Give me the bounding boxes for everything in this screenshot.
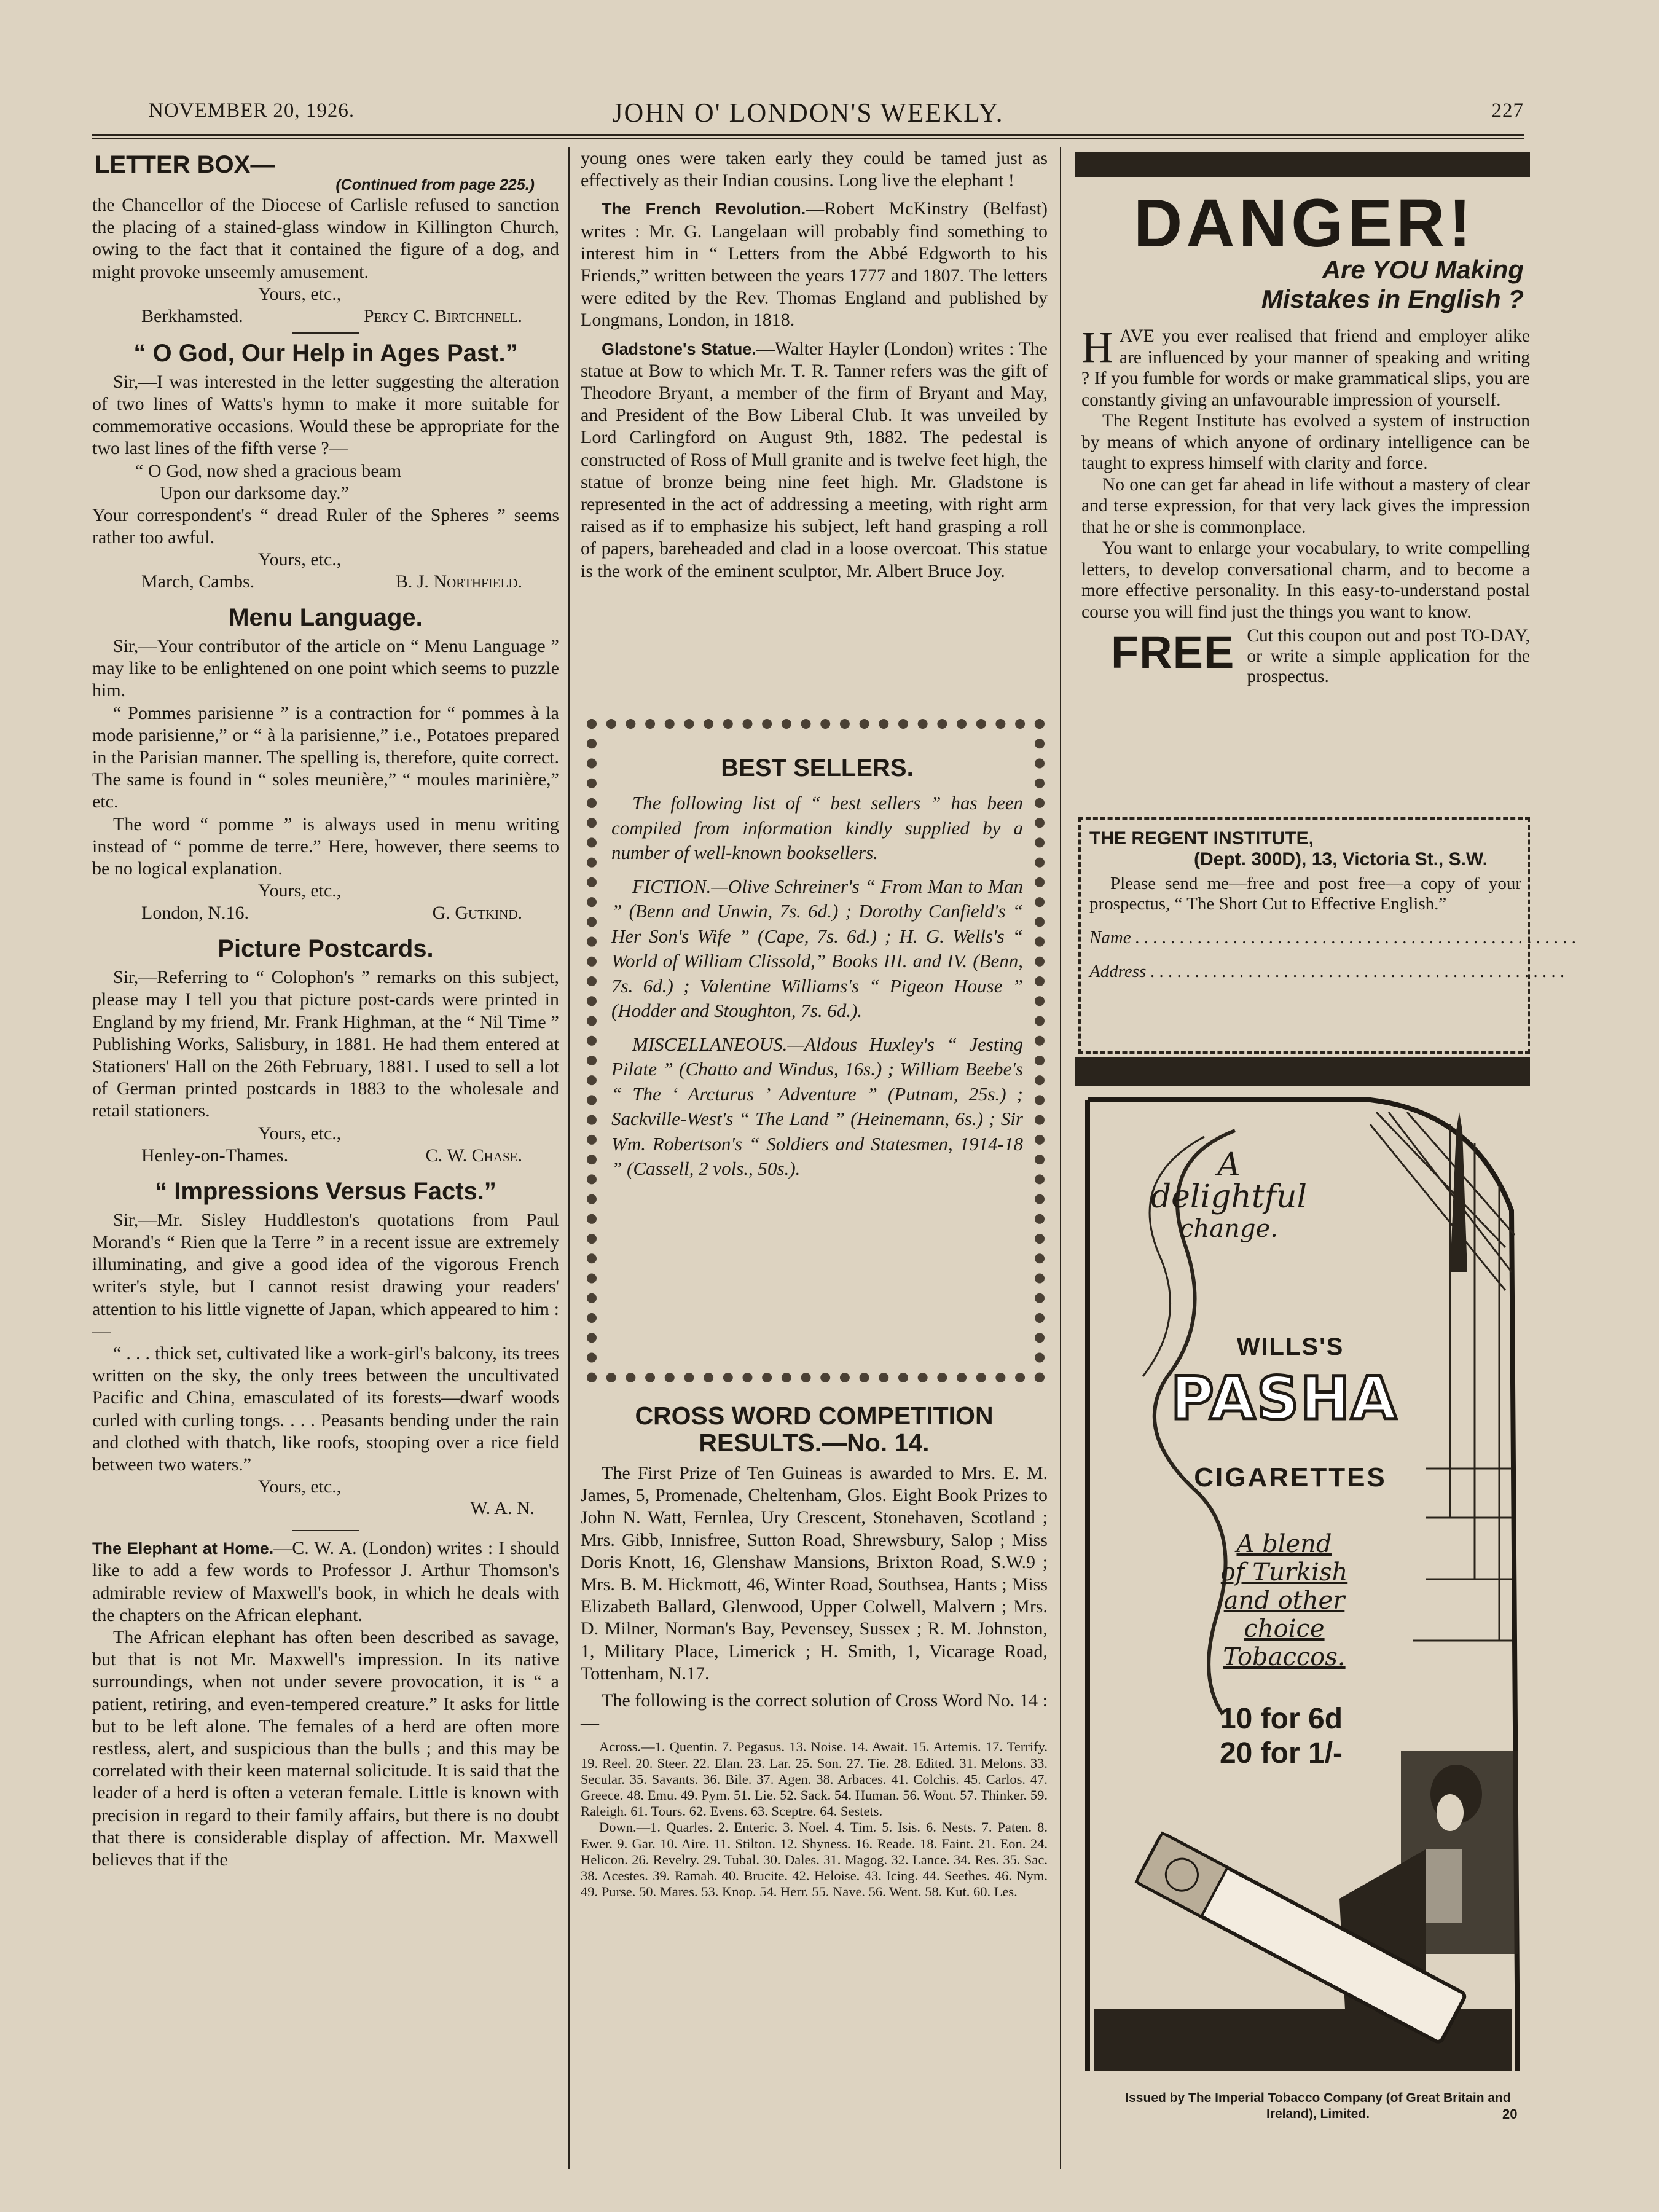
letter-heading: Menu Language. — [229, 604, 423, 632]
advert-separator-band — [1075, 1057, 1530, 1086]
free-label: FREE — [1111, 627, 1235, 678]
sign-name: C. W. Chase. — [425, 1145, 522, 1166]
running-head — [92, 100, 1524, 136]
sign-name: Percy C. Birtchnell. — [363, 305, 522, 326]
sign-yours: Yours, etc., — [258, 1123, 342, 1143]
quotation: “ . . . thick set, cultivated like a work-girl's balcony, its trees written on the sky, the only trees between the uncultivated Pacific and China, emasculated of its forests—dwarf woods curled with curling tongs. . . . Peasants bending under the rain and clothed with thatch, like roofs, stooping over a rice field between two waters.” — [92, 1343, 559, 1475]
column-left — [92, 147, 559, 1871]
elephant-paragraph: The African elephant has often been described as savage, but that is not Mr. Maxwell's impression. In its native surroundings, when not under severe provocation, it is “ a patient, retiring, and even-tempered creature.” It asks for little but to be left alone. The females of a herd are often more restless, alert, and suspicious than the bulls ; and this may be correlated with their keen maternal solicitude. It is said that the leader of a herd is often a veteran female. Little is known with precision in regard to their family affairs, but there is no doubt that there is considerable display of affection. Mr. Maxwell believes that if the — [92, 1626, 559, 1870]
blend-line: and other — [1223, 1586, 1345, 1615]
advert-paragraph: No one can get far ahead in life without a mastery of clear and terse expression, for that very lack gives the impression that he or she is commonplace. — [1081, 474, 1530, 537]
advert-paragraph: You want to enlarge your vocabulary, to write compelling letters, to develop conversational charm, and to become a more effective personality. In this easy-to-understand postal course you will find just the things you want to know. — [1081, 538, 1530, 622]
letter-body: “ Pommes parisienne ” is a contraction for “ pommes à la mode parisienne,” or “ à la parisienne,” i.e., Potatoes prepared in the Parisian manner. The spelling is, therefore, quite correct. The same is found in “ soles meunière,” “ moules marinière,” etc. — [92, 702, 559, 812]
issue-date: NOVEMBER 20, 1926. — [149, 100, 355, 122]
best-sellers-intro: The following list of “ best sellers ” has been compiled from information kindly supplied by a number of well-known booksellers. — [611, 792, 1023, 863]
column-divider — [1060, 147, 1061, 2169]
advert-issuer: Issued by The Imperial Tobacco Company (of Great Britain and Ireland), Limited. — [1125, 2091, 1511, 2121]
letter-intro: the Chancellor of the Diocese of Carlisle refused to sanction the placing of a stained-glass window in Killington Church, owing to the fact that it contained the figure of a dog, and might provoke unseemly amusement. — [92, 195, 559, 282]
best-sellers-box — [611, 750, 1023, 1182]
column-middle — [581, 147, 1048, 582]
free-offer — [1081, 626, 1530, 687]
letter-body: The word “ pomme ” is always used in menu writing instead of “ pomme de terre.” Here, however, there seems to be no logical explanation. — [92, 814, 559, 879]
drop-cap: H — [1081, 323, 1113, 372]
price-list — [1204, 1702, 1358, 1771]
sign-name: B. J. Northfield. — [395, 571, 522, 592]
crossword-section — [581, 1402, 1048, 1900]
firm-name: THE REGENT INSTITUTE, — [1089, 828, 1314, 849]
price-line: 20 for 1/- — [1219, 1737, 1343, 1770]
continued-note: (Continued from page 225.) — [335, 176, 535, 194]
product-name: PASHA — [1171, 1364, 1398, 1433]
header-rule — [92, 134, 1524, 136]
blend-line: of Turkish — [1220, 1558, 1348, 1586]
publication-title: JOHN O' LONDON'S WEEKLY. — [612, 98, 1004, 128]
signature — [92, 549, 559, 593]
coupon-name-field[interactable]: Name . . . . . . . . . . . . . . . . . . . . . . . . . . . . . . . . . . . . . . . . . . . . . . . . . . — [1089, 928, 1577, 947]
sign-yours: Yours, etc., — [258, 880, 342, 901]
verse-line: Upon our darksome day.” — [160, 482, 349, 503]
firm-address: (Dept. 300D), 13, Victoria St., S.W. — [1194, 849, 1488, 869]
sign-yours: Yours, etc., — [258, 549, 342, 570]
sign-place: March, Cambs. — [141, 571, 255, 592]
advert-subhead — [1204, 255, 1524, 314]
signature — [92, 1476, 559, 1498]
blend-line: A blend — [1236, 1530, 1332, 1558]
paragraph-text: —Robert McKinstry (Belfast) writes : Mr. G. Langelaan will probably find something to interest him in “ Letters from the Abbé Edgworth to his Friends,” written between the years 1777 and 1807. The letters were edited by the Rev. Thomas England and published by Longmans, London, in 1818. — [581, 198, 1048, 331]
coupon-firm — [1089, 828, 1521, 870]
best-sellers-fiction: FICTION.—Olive Schreiner's “ From Man to Man ” (Benn and Unwin, 7s. 6d.) ; Dorothy Canfield's “ Her Son's Wife ” (Cape, 7s. 6d.) ; H. G. Wells's “ World of William Clissold,” Books III. and IV. (Benn, 7s. 6d.) ; Valentine Williams's “ Pigeon House ” (Hodder and Stoughton, 7s. 6d.). — [611, 875, 1023, 1021]
runin-heading: Gladstone's Statue. — [602, 339, 756, 358]
crossword-title: CROSS WORD COMPETITION — [635, 1402, 994, 1430]
section-rule — [292, 332, 359, 334]
letter-body: Sir,—I was interested in the letter suggesting the alteration of two lines of Watts's hymn to make it more suitable for commemorative occasions. Would these be appropriate for the two last lines of the fifth verse ?— — [92, 371, 559, 459]
sign-name: W. A. N. — [470, 1498, 535, 1519]
column-divider — [568, 147, 570, 2169]
letter-heading: Picture Postcards. — [218, 935, 434, 963]
sign-yours: Yours, etc., — [258, 283, 342, 304]
regent-advert-body — [1081, 323, 1530, 687]
free-offer-text: Cut this coupon out and post TO-DAY, or write a simple application for the prospectus. — [1247, 626, 1530, 686]
letter-heading: “ O God, Our Help in Ages Past.” — [133, 339, 518, 367]
signature — [92, 880, 559, 924]
crossword-winners: The First Prize of Ten Guineas is awarded to Mrs. E. M. James, 5, Promenade, Cheltenham, Glos. Eight Book Prizes to John N. Watt, Fernlea, Ury Crescent, Stonehaven, Scotland ; Mrs. Gibb, Innisfree, Sutton Road, Shrewsbury, Salop ; Miss Doris Knott, 16, Glenshaw Mansions, Brixton Road, S.W.9 ; Mrs. B. M. Hickmott, 46, Winter Road, Southsea, Hants ; Miss Elizabeth Ballard, Glenwood, Upper Colwell, Malvern ; Mrs. D. Milner, Norman's Bay, Pevensey, Sussex ; R. M. Johnston, 1, Military Place, Limerick ; H. Smith, 1, Vicarage Road, Tottenham, N.17. — [581, 1463, 1048, 1684]
letter-box-title: LETTER BOX— — [95, 151, 275, 178]
section-rule — [292, 1530, 359, 1531]
sign-place: Henley-on-Thames. — [141, 1145, 289, 1166]
sign-place: Berkhamsted. — [141, 305, 243, 326]
blend-line: choice — [1244, 1615, 1325, 1643]
french-revolution-paragraph — [581, 198, 1048, 331]
best-sellers-miscellaneous: MISCELLANEOUS.—Aldous Huxley's “ Jesting Pilate ” (Chatto and Windus, 16s.) ; William Beebe's “ The ‘ Arcturus ’ Adventure ” (Putnam, 25s.) ; Sackville-West's “ The Land ” (Heinemann, 6s.) ; Sir Wm. Robertson's “ Soldiers and Statesmen, 1914-18 ” (Cassell, 2 vols., 50s.). — [611, 1033, 1023, 1179]
letter-body: Sir,—Referring to “ Colophon's ” remarks on this subject, please may I tell you that picture post-cards were printed in England by my friend, Mr. Frank Highman, at the “ Nil Time ” Publishing Works, Salisbury, in 1881. He had them entered at Stationers' Hall on the 26th February, 1881. I used to sell a lot of German printed postcards in 1883 to the wholesale and retail stationers. — [92, 967, 559, 1121]
blend-line: Tobaccos. — [1223, 1643, 1346, 1671]
price-line: 10 for 6d — [1219, 1703, 1343, 1735]
runin-heading: The Elephant at Home. — [92, 1539, 274, 1558]
advert-number: 20 — [1502, 2106, 1518, 2122]
coupon-address-field[interactable]: Address . . . . . . . . . . . . . . . . . . . . . . . . . . . . . . . . . . . . . . . . . . . . . . . — [1089, 962, 1565, 981]
letter-body: Sir,—Your contributor of the article on “ Menu Language ” may like to be enlightened on one point which seems to puzzle him. — [92, 636, 559, 701]
paragraph-text: —C. W. A. (London) writes : I should like to add a few words to Professor J. Arthur Thomson's admirable review of Maxwell's book, in which he deals with the chapters on the African elephant. — [92, 1538, 559, 1625]
brand-name: WILLS'S — [1236, 1333, 1344, 1360]
sign-place: London, N.16. — [141, 903, 249, 924]
pasha-advert — [1081, 1088, 1524, 2083]
header-rule-thin — [92, 138, 1524, 139]
crossword-down: Down.—1. Quarles. 2. Enteric. 3. Noel. 4. Tim. 5. Isis. 6. Nests. 7. Paten. 8. Ewer. 9. Gar. 10. Aire. 11. Stilton. 12. Shyness. 16. Reade. 18. Faint. 21. Eon. 24. Helicon. 26. Revelry. 29. Tubal. 30. Dales. 31. Magog. 32. Lance. 34. Res. 35. Sac. 38. Acestes. 39. Ramah. 40. Brucite. 42. Heloise. 43. Icing. 44. Seethes. 46. Nym. 49. Purse. 50. Mares. 53. Knop. 54. Herr. 55. Nave. 56. Went. 58. Kut. 60. Les. — [581, 1819, 1048, 1900]
product-type: CIGARETTES — [1194, 1462, 1387, 1492]
advert-paragraph — [1081, 323, 1530, 410]
danger-headline: DANGER! — [1133, 186, 1475, 261]
blend-description — [1198, 1530, 1370, 1671]
elephant-paragraph — [92, 1537, 559, 1626]
letter-body: Sir,—Mr. Sisley Huddleston's quotations from Paul Morand's “ Rien que la Terre ” in a recent issue are extremely illuminating, and give a good idea of the vigorous French writer's style, but I cannot resist drawing your readers' attention to his little vignette of Japan, which appeared to him :— — [92, 1209, 559, 1341]
tagline-line: A delightful — [1150, 1147, 1308, 1215]
sign-name: G. Gutkind. — [432, 903, 522, 924]
tagline-line: change. — [1180, 1215, 1278, 1243]
coupon[interactable] — [1078, 817, 1577, 1054]
crossword-across: Across.—1. Quentin. 7. Pegasus. 13. Noise. 14. Await. 15. Artemis. 17. Terrify. 19. Reel. 20. Steer. 22. Elan. 23. Lar. 25. Son. 27. Tie. 28. Edited. 31. Melons. 33. Secular. 35. Savants. 36. Bile. 37. Agen. 38. Arbaces. 41. Colchis. 45. Carlos. 47. Greece. 48. Emu. 49. Pym. 51. Lie. 52. Sack. 54. Human. 56. Wont. 57. Thinker. 59. Raleigh. 61. Tours. 62. Evens. 63. Sceptre. 64. Sestets. — [581, 1739, 1048, 1819]
signature — [92, 283, 559, 327]
page-number: 227 — [1491, 100, 1524, 122]
paragraph-text: —Walter Hayler (London) writes : The statue at Bow to which Mr. T. R. Tanner refers was the gift of Theodore Bryant, a member of the firm of Bryant and May, and President of the Bow Liberal Club. It was unveiled by Lord Carlingford on August 9th, 1882. The pedestal is constructed of Ross of Mull granite and is twelve feet high, the statue of bronze being nine feet high. Mr. Gladstone is represented in the act of addressing a meeting, with right arm raised as if to emphasize his subject, left hand grasping a roll of papers, bareheaded and clad in a loose overcoat. This statue is the work of the eminent sculptor, Mr. Albert Bruce Joy. — [581, 338, 1048, 581]
advert-paragraph: The Regent Institute has evolved a system of instruction by means of which anyone of ordinary intelligence can be taught to express himself with clarity and force. — [1081, 411, 1530, 473]
letter-body: Your correspondent's “ dread Ruler of the Spheres ” seems rather too awful. — [92, 504, 559, 547]
crossword-solution-intro: The following is the correct solution of Cross Word No. 14 :— — [581, 1690, 1048, 1733]
elephant-continued: young ones were taken early they could be tamed just as effectively as their Indian cousins. Long live the elephant ! — [581, 148, 1048, 191]
letter-heading: “ Impressions Versus Facts.” — [155, 1177, 496, 1205]
signature — [92, 1123, 559, 1167]
subhead-line: Are YOU Making — [1322, 255, 1524, 284]
gladstone-paragraph — [581, 338, 1048, 582]
sign-yours: Yours, etc., — [258, 1477, 342, 1497]
coupon-request: Please send me—free and post free—a copy of your prospectus, “ The Short Cut to Effective English.” — [1089, 874, 1521, 914]
verse-line: “ O God, now shed a gracious beam — [135, 460, 402, 481]
advert-tagline — [1149, 1149, 1309, 1245]
best-sellers-title: BEST SELLERS. — [721, 755, 914, 782]
paragraph-text: AVE you ever realised that friend and employer alike are influenced by your manner of speaking and writing ? If you fumble for words or make grammatical slips, you are constantly giving an unfavourable impression of yourself. — [1081, 326, 1530, 410]
crossword-subtitle: RESULTS.—No. 14. — [699, 1429, 930, 1457]
subhead-line: Mistakes in English ? — [1261, 284, 1524, 313]
runin-heading: The French Revolution. — [602, 200, 806, 219]
advert-top-band — [1075, 152, 1530, 177]
